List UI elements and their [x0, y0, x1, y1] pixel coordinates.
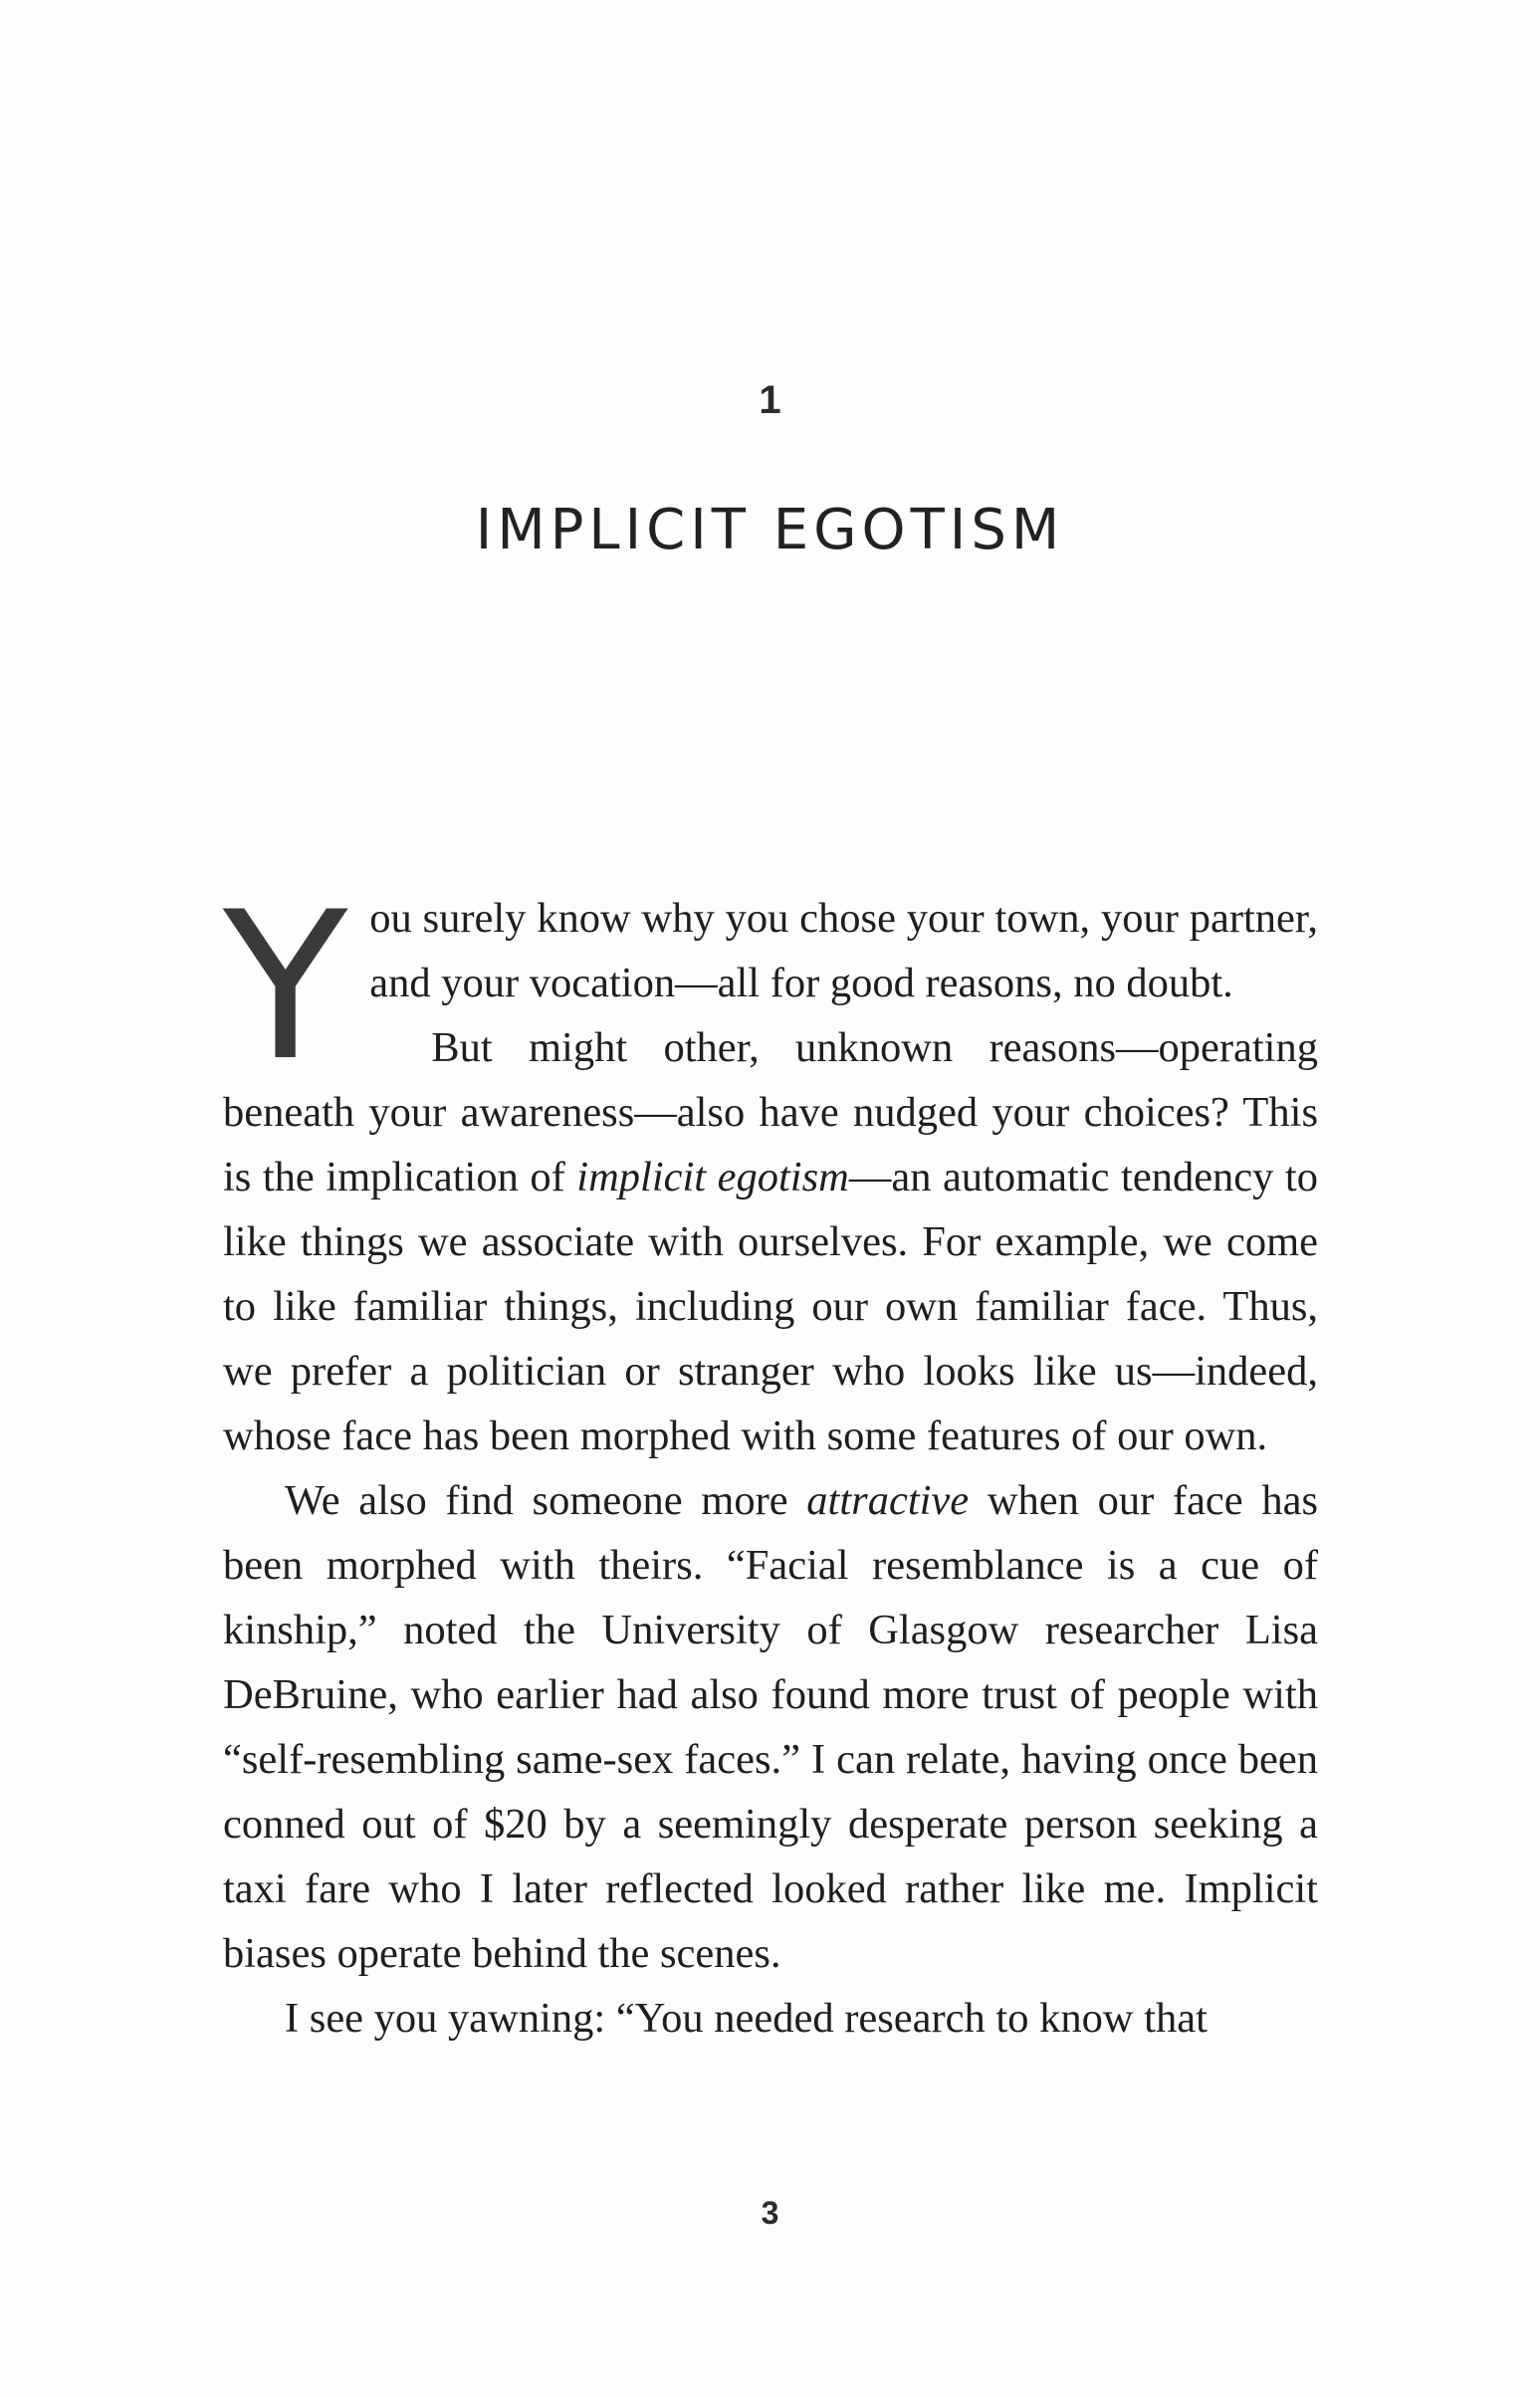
- paragraph-text: —an automatic tendency to like things we associate with ourselves. For example, we come to like familiar things, including our own familiar face. Thus, we prefer a politician or stranger who looks like us—indeed, whose face has been morphed with some features of our own.: [223, 1154, 1318, 1459]
- italic-term: implicit egotism: [576, 1154, 849, 1200]
- paragraph-text: But might other, unknown reasons—operating beneath your awareness—also have nudged your choices? This is the implication of: [223, 1024, 1318, 1200]
- paragraph-text: We also find someone more: [285, 1477, 807, 1524]
- paragraph-text: ou surely know why you chose your town, your partner, and your vocation—all for good reasons, no doubt.: [369, 895, 1318, 1006]
- paragraph-text: I see you yawning: “You needed research to know that: [285, 1995, 1208, 2042]
- drop-cap: Y: [223, 869, 348, 1106]
- page-number: 3: [761, 2195, 779, 2231]
- paragraph-yawning: [223, 1986, 1318, 2051]
- paragraph-implicit-egotism: [223, 1015, 1318, 1468]
- chapter-number: 1: [759, 378, 781, 422]
- paragraph-attractive: [223, 1468, 1318, 1986]
- paragraph-opening: [223, 869, 1318, 1106]
- chapter-body: [223, 869, 1318, 2051]
- paragraph-text: when our face has been morphed with theirs. “Facial resemblance is a cue of kinship,” noted the University of Glasgow researcher Lisa DeBruine, who earlier had also found more trust of people with “self-resembling same-sex faces.” I can relate, having once been conned out of $20 by a seemingly desperate person seeking a taxi fare who I later reflected looked rather like me. Implicit biases operate behind the scenes.: [223, 1477, 1318, 1977]
- italic-term: attractive: [806, 1477, 970, 1524]
- chapter-title: IMPLICIT EGOTISM: [475, 498, 1065, 562]
